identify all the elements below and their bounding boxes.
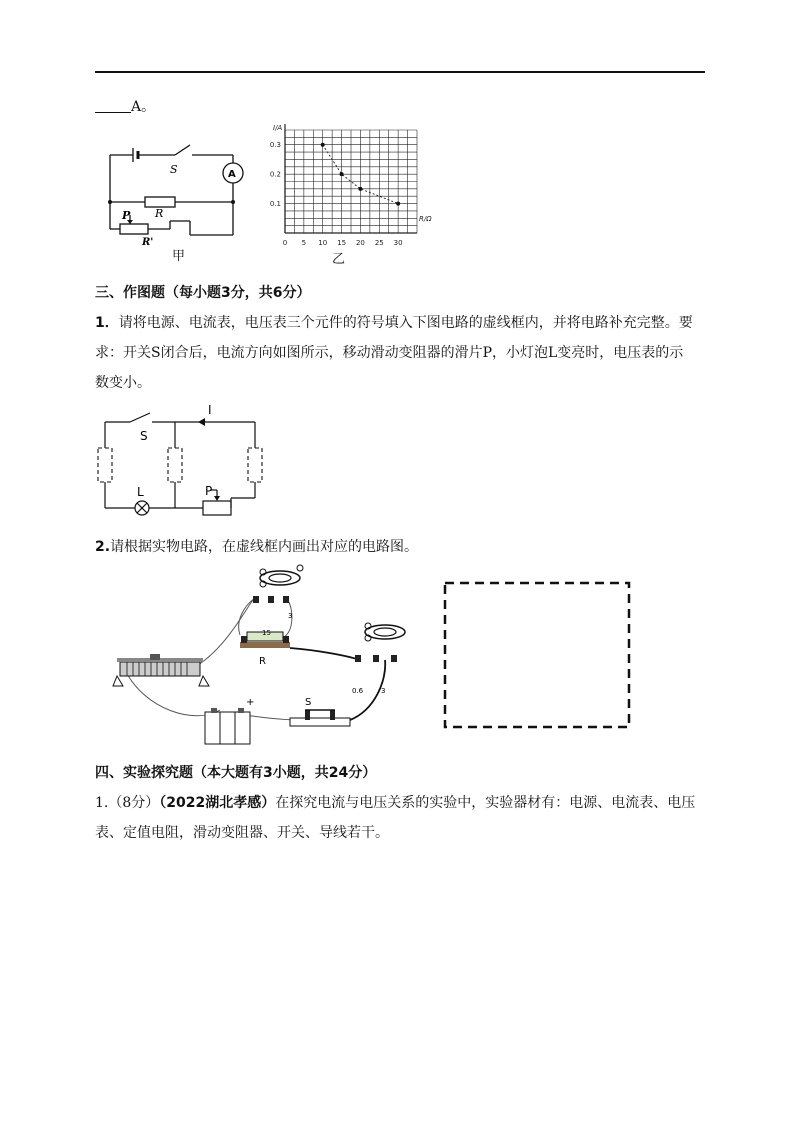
x-tick-label: 20 — [355, 239, 365, 247]
answer-blank-line: A。 — [95, 97, 155, 117]
s4-q1-line1: 1.（8分）（2022湖北孝感）在探究电流与电压关系的实验中，实验器材有：电源、电流表、电压 — [95, 795, 696, 811]
slider-label: P — [122, 209, 131, 222]
s4-q1-line2: 表、定值电阻，滑动变阻器、开关、导线若干。 — [95, 825, 389, 841]
y-tick-label: 0.1 — [269, 200, 281, 209]
header-rule — [95, 71, 705, 73]
circuit-diagram-jia — [100, 135, 250, 265]
q1-line2: 求：开关S闭合后，电流方向如图所示，移动滑动变阻器的滑片P，小灯泡L变亮时，电压表的示 — [95, 345, 684, 361]
y-axis-label: I/A — [273, 124, 283, 132]
section4-heading: 四、实验探究题（本大题有3小题，共24分） — [95, 765, 377, 781]
battery-plus-label: + — [246, 697, 255, 708]
physical-switch-label: S — [305, 697, 312, 708]
x-tick-label: 30 — [393, 239, 403, 247]
circuit-diagram-q1 — [95, 400, 270, 525]
resistor-label: R — [155, 207, 164, 220]
voltmeter-terminal-label: 3 — [288, 612, 293, 620]
section3-heading: 三、作图题（每小题3分，共6分） — [95, 285, 311, 301]
data-point — [340, 172, 344, 176]
y-tick-label: 0.2 — [269, 170, 281, 179]
x-axis-label: R/Ω — [419, 215, 432, 224]
x-tick-label: 10 — [318, 239, 328, 247]
chart-yi — [255, 120, 430, 252]
rheostat-label: R' — [142, 237, 154, 248]
ammeter-label: A — [228, 169, 236, 180]
physical-circuit-drawing — [105, 560, 435, 755]
answer-dashed-box[interactable] — [443, 581, 633, 731]
ammeter-drawing — [355, 623, 405, 662]
q1-switch-label: S — [140, 429, 148, 443]
x-tick-label: 25 — [374, 239, 384, 247]
x-tick-label: 15 — [337, 239, 347, 247]
battery-drawing — [205, 708, 250, 744]
data-point — [396, 202, 400, 206]
chart-grid — [285, 124, 417, 233]
y-tick-label: 0.3 — [269, 141, 281, 150]
data-point — [321, 143, 325, 147]
x-tick-label: 5 — [301, 239, 307, 247]
x-tick-label: 0 — [282, 239, 288, 247]
voltmeter-drawing — [253, 565, 303, 603]
figure-jia-label: 甲 — [172, 249, 186, 264]
physical-resistor-label: R — [259, 656, 266, 667]
data-point — [358, 187, 362, 191]
switch-drawing — [290, 710, 350, 726]
rheostat-drawing — [113, 654, 209, 686]
q1-line1: 1．请将电源、电流表，电压表三个元件的符号填入下图电路的虚线框内，并将电路补充完整。要 — [95, 315, 693, 331]
voltmeter-range-label: 15 — [262, 629, 271, 637]
figure-yi-label: 乙 — [332, 252, 346, 267]
ammeter-range-label: 0.6 — [352, 687, 364, 695]
switch-label: S — [170, 163, 178, 176]
ammeter-terminal-label: 3 — [381, 687, 386, 695]
q2-text: 2.请根据实物电路，在虚线框内画出对应的电路图。 — [95, 539, 419, 555]
q1-slider-label: P — [205, 484, 213, 498]
answer-blank[interactable] — [95, 98, 131, 113]
q1-line3: 数变小。 — [95, 375, 151, 391]
lamp-label: L — [137, 485, 144, 499]
current-label: I — [208, 403, 212, 417]
